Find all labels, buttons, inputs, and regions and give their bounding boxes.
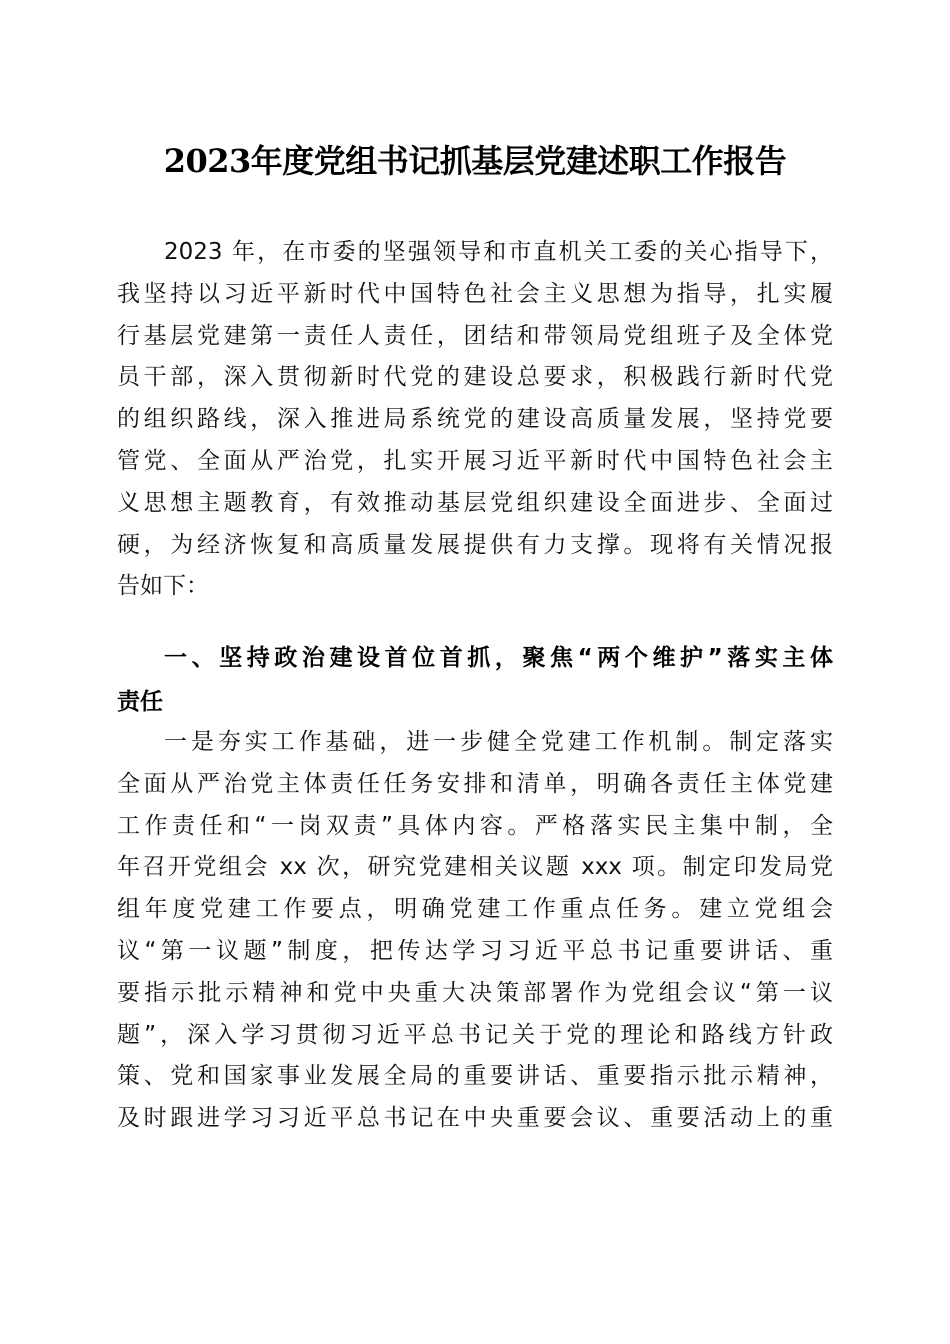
heading-line: 责任 xyxy=(117,689,163,715)
text-line: 组年度党建工作要点，明确党建工作重点任务。建立党组会 xyxy=(117,896,833,923)
text-line: 义思想主题教育，有效推动基层党组织建设全面进步、全面过 xyxy=(117,489,833,516)
text-line: 年召开党组会 xx 次，研究党建相关议题 xxx 项。制定印发局党 xyxy=(117,854,833,881)
text-line: 及时跟进学习习近平总书记在中央重要会议、重要活动上的重 xyxy=(117,1105,833,1132)
text-line: 硬，为经济恢复和高质量发展提供有力支撑。现将有关情况报 xyxy=(117,531,833,558)
text-line: 题”，深入学习贯彻习近平总书记关于党的理论和路线方针政 xyxy=(117,1021,833,1048)
intro-paragraph xyxy=(117,232,833,608)
section-heading xyxy=(117,636,833,724)
text-line: 行基层党建第一责任人责任，团结和带领局党组班子及全体党 xyxy=(117,322,833,349)
document-title: 2023年度党组书记抓基层党建述职工作报告 xyxy=(163,142,787,180)
text-line: 议“第一议题”制度，把传达学习习近平总书记重要讲话、重 xyxy=(117,937,833,964)
heading-line: 一、坚持政治建设首位首抓，聚焦“两个维护”落实主体 xyxy=(164,645,833,671)
text-line: 我坚持以习近平新时代中国特色社会主义思想为指导，扎实履 xyxy=(117,280,833,307)
text-line: 全面从严治党主体责任任务安排和清单，明确各责任主体党建 xyxy=(117,770,833,797)
text-line: 策、党和国家事业发展全局的重要讲话、重要指示批示精神， xyxy=(117,1063,833,1090)
text-line: 的组织路线，深入推进局系统党的建设高质量发展，坚持党要 xyxy=(117,406,833,433)
text-line: 员干部，深入贯彻新时代党的建设总要求，积极践行新时代党 xyxy=(117,364,833,391)
text-line: 工作责任和“一岗双责”具体内容。严格落实民主集中制，全 xyxy=(117,812,833,839)
text-line: 一是夯实工作基础，进一步健全党建工作机制。制定落实 xyxy=(164,729,833,755)
text-line: 2023 年，在市委的坚强领导和市直机关工委的关心指导下， xyxy=(164,239,833,265)
section-paragraph xyxy=(117,722,833,1140)
text-line: 管党、全面从严治党，扎实开展习近平新时代中国特色社会主 xyxy=(117,447,833,474)
text-line: 要指示批示精神和党中央重大决策部署作为党组会议“第一议 xyxy=(117,979,833,1006)
text-line: 告如下： xyxy=(117,573,209,600)
